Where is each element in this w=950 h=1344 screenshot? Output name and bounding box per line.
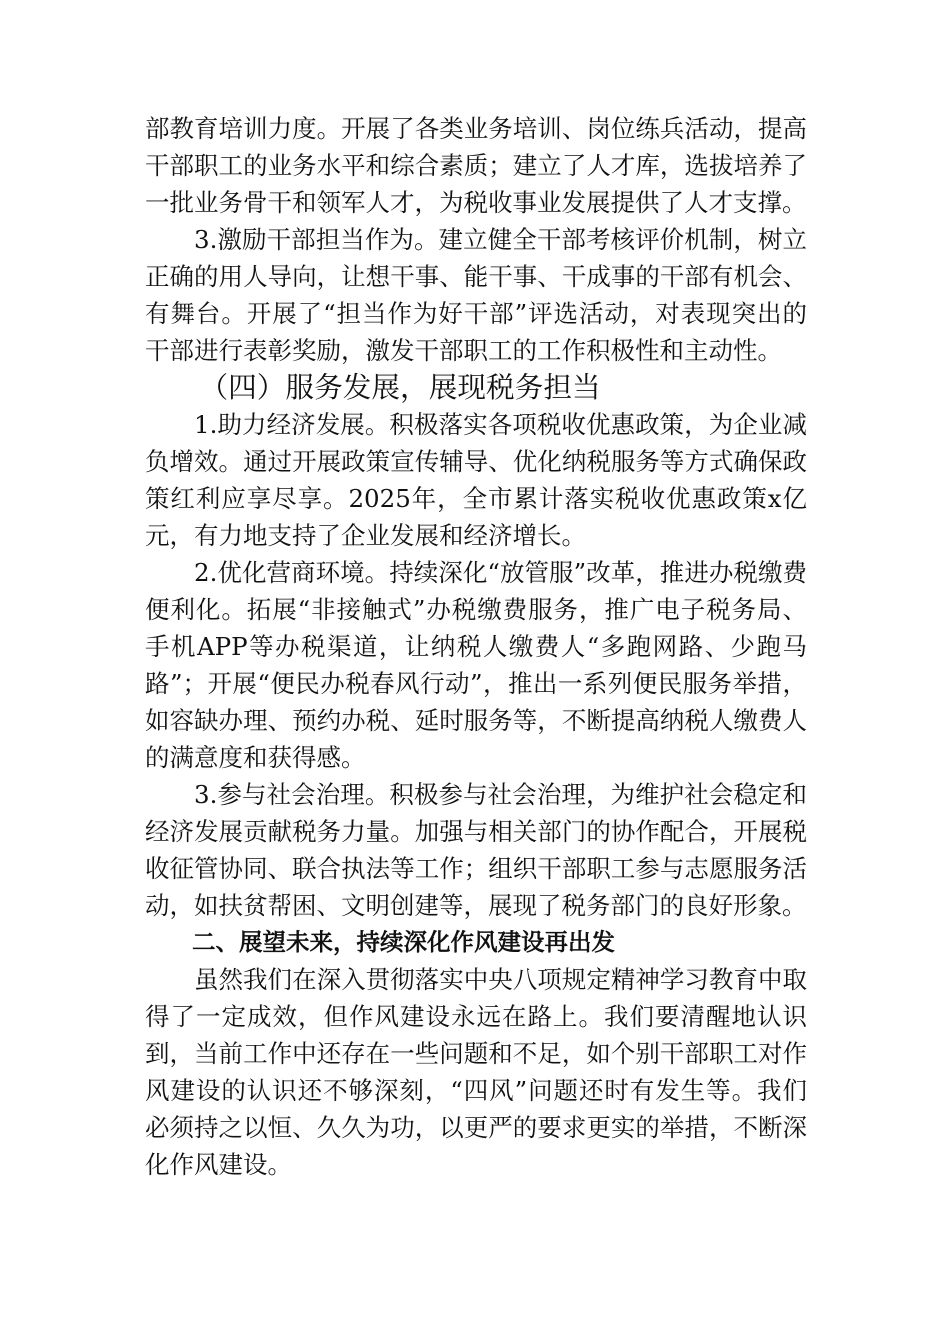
paragraph-social-governance: 3.参与社会治理。积极参与社会治理，为维护社会稳定和经济发展贡献税务力量。加强与相关部门的协作配合，开展税收征管协同、联合执法等工作；组织干部职工参与志愿服务活动，如扶贫帮困、文明创建等，展现了税务部门的良好形象。 <box>145 780 807 920</box>
document-page <box>145 110 807 1183</box>
paragraph-encourage-cadres: 3.激励干部担当作为。建立健全干部考核评价机制，树立正确的用人导向，让想干事、能干事、干成事的干部有机会、有舞台。开展了“担当作为好干部”评选活动，对表现突出的干部进行表彰奖励，激发干部职工的工作积极性和主动性。 <box>145 225 807 365</box>
part-heading-outlook: 二、展望未来，持续深化作风建设再出发 <box>192 928 615 956</box>
section-heading-serve-development: （四）服务发展，展现税务担当 <box>199 370 601 404</box>
paragraph-business-environment: 2.优化营商环境。持续深化“放管服”改革，推进办税缴费便利化。拓展“非接触式”办税缴费服务，推广电子税务局、手机APP等办税渠道，让纳税人缴费人“多跑网路、少跑马路”；开展“便民办税春风行动”，推出一系列便民服务举措，如容缺办理、预约办税、延时服务等，不断提高纳税人缴费人的满意度和获得感。 <box>145 558 807 772</box>
paragraph-economic-development: 1.助力经济发展。积极落实各项税收优惠政策，为企业减负增效。通过开展政策宣传辅导、优化纳税服务等方式确保政策红利应享尽享。2025年，全市累计落实税收优惠政策x亿元，有力地支持了企业发展和经济增长。 <box>145 410 807 550</box>
paragraph-training-continued: 部教育培训力度。开展了各类业务培训、岗位练兵活动，提高干部职工的业务水平和综合素质；建立了人才库，选拔培养了一批业务骨干和领军人才，为税收事业发展提供了人才支撑。 <box>145 114 807 217</box>
paragraph-outlook-body: 虽然我们在深入贯彻落实中央八项规定精神学习教育中取得了一定成效，但作风建设永远在路上。我们要清醒地认识到，当前工作中还存在一些问题和不足，如个别干部职工对作风建设的认识还不够深刻，“四风”问题还时有发生等。我们必须持之以恒、久久为功，以更严的要求更实的举措，不断深化作风建设。 <box>145 965 807 1179</box>
